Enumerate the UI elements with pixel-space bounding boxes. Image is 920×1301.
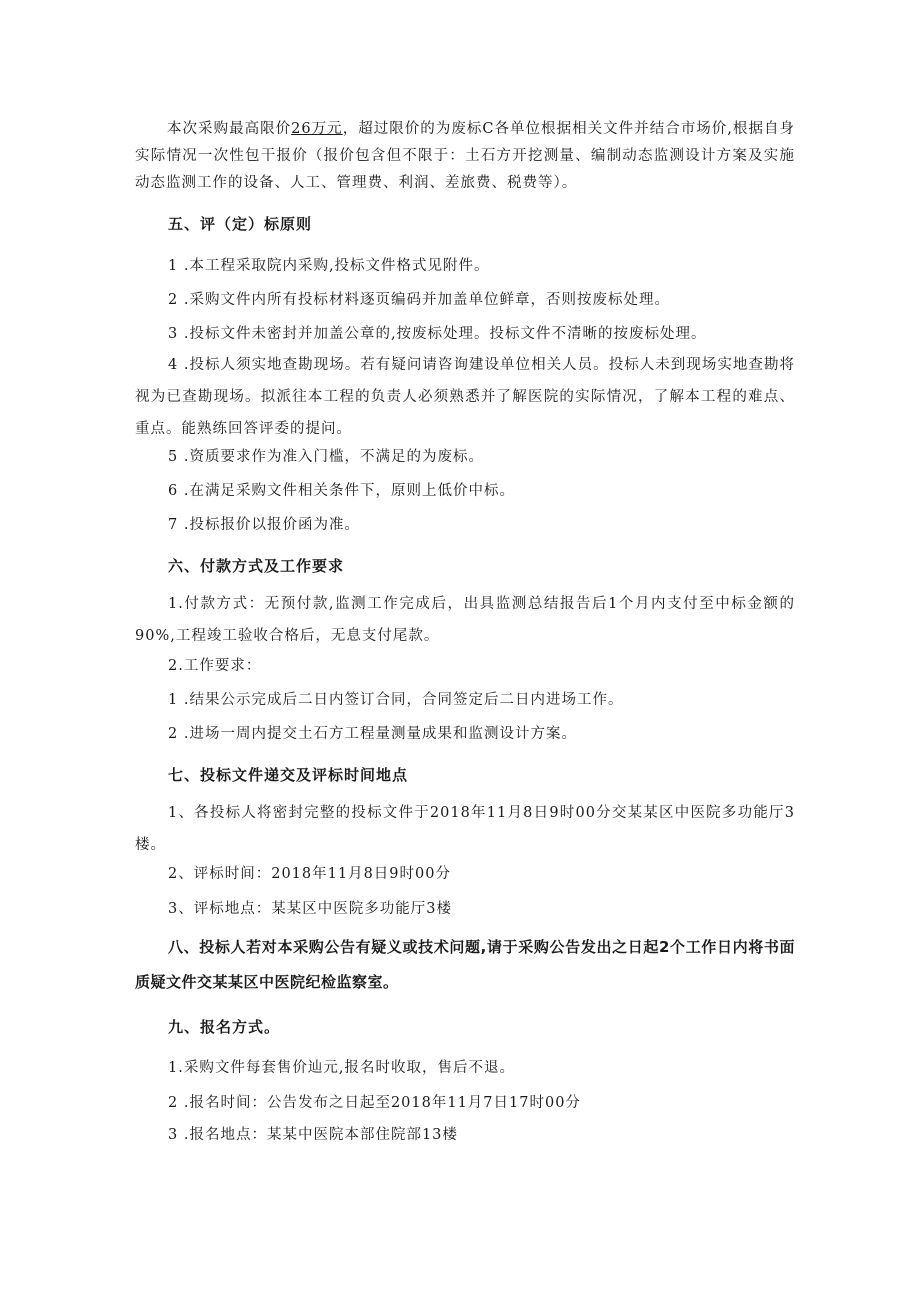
section5-item-1: 1 .本工程采取院内采购,投标文件格式见附件。 — [168, 258, 490, 274]
section7-item-2: 2、评标时间：2018年11月8日9时00分 — [168, 866, 451, 882]
payment-terms: 1.付款方式：无预付款,监测工作完成后，出具监测总结报告后1个月内支付至中标金额的90%,工程竣工验收合格后，无息支付尾款。 — [135, 596, 795, 644]
section5-item-2: 2 .采购文件内所有投标材料逐页编码并加盖单位鲜章，否则按废标处理。 — [168, 292, 670, 308]
section5-item-7: 7 .投标报价以报价函为准。 — [168, 517, 360, 533]
section5-item-5: 5 .资质要求作为准入门槛，不满足的为废标。 — [168, 449, 484, 465]
section7-item-1: 1、各投标人将密封完整的投标文件于2018年11月8日9时00分交某某区中医院多功能厅3楼。 — [135, 805, 795, 853]
work-requirement-2: 2 .进场一周内提交土石方工程量测量成果和监测设计方案。 — [168, 726, 577, 742]
section5-item-3: 3 .投标文件未密封并加盖公章的,按废标处理。投标文件不清晰的按废标处理。 — [168, 326, 707, 342]
intro-text-post: ，超过限价的为废标C各单位根据相关文件并结合市场价,根据自身实际情况一次性包干报价（报价包含但不限于：土石方开挖测量、编制动态监测设计方案及实施动态监测工作的设备、人工、管理费、利润、差旅费、税费等）。 — [135, 121, 796, 191]
section9-heading: 九、报名方式。 — [168, 1018, 281, 1036]
section9-item-1: 1.采购文件每套售价辿元,报名时收取，售后不退。 — [168, 1060, 515, 1076]
section9-item-2: 2 .报名时间：公告发布之日起至2018年11月7日17时00分 — [168, 1095, 581, 1111]
intro-text-pre: 本次采购最高限价 — [167, 121, 292, 137]
section7-heading: 七、投标文件递交及评标时间地点 — [168, 766, 409, 784]
section8-text: 八、投标人若对本采购公告有疑义或技术问题,请于采购公告发出之日起2个工作日内将书面质疑文件交某某区中医院纪检监察室。 — [135, 938, 795, 991]
work-requirement-1: 1 .结果公示完成后二日内签订合同，合同签定后二日内进场工作。 — [168, 692, 624, 708]
section7-item-3: 3、评标地点：某某区中医院多功能厅3楼 — [168, 901, 452, 917]
price-limit: 26万元 — [291, 121, 343, 137]
section9-item-3: 3 .报名地点：某某中医院本部住院部13楼 — [168, 1127, 458, 1143]
section5-item-6: 6 .在满足采购文件相关条件下，原则上低价中标。 — [168, 483, 515, 499]
section6-heading: 六、付款方式及工作要求 — [168, 557, 345, 575]
work-requirements-label: 2.工作要求： — [168, 658, 262, 674]
section5-item-4: 4 .投标人须实地查勘现场。若有疑问请咨询建设单位相关人员。投标人未到现场实地查勘将视为已查勘现场。拟派往本工程的负责人必须熟悉并了解医院的实际情况，了解本工程的难点、重点。能熟练回答评委的提问。 — [135, 357, 795, 437]
intro-paragraph — [135, 116, 795, 197]
section5-heading: 五、评（定）标原则 — [168, 215, 313, 233]
